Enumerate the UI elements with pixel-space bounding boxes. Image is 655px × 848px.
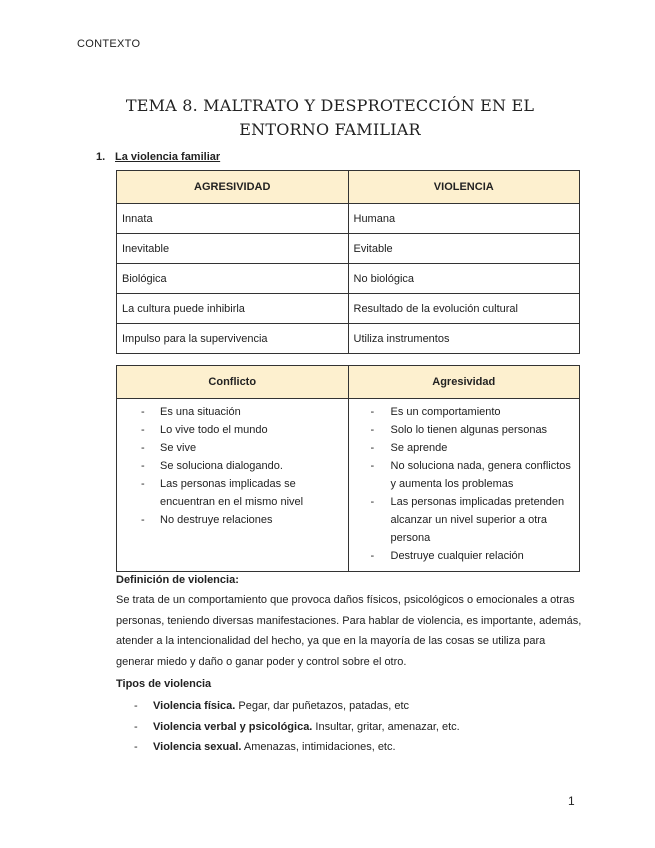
- list-item: - Se aprende: [357, 439, 572, 457]
- page-title: TEMA 8. MALTRATO Y DESPROTECCIÓN EN EL ENTORNO FAMILIAR: [125, 96, 535, 139]
- conflicto-agresividad-table: [116, 365, 580, 572]
- list-item: [116, 737, 586, 758]
- tipo-label: Violencia física.: [153, 700, 236, 712]
- table-cell: Innata: [117, 204, 349, 234]
- list-item: [116, 696, 586, 717]
- list-item: - No destruye relaciones: [125, 511, 340, 529]
- agresividad-cell: [348, 399, 580, 572]
- table-header-cell: Conflicto: [117, 366, 349, 399]
- section-number: 1.: [96, 151, 106, 163]
- table-header-row: [117, 171, 580, 204]
- table-row: [117, 324, 580, 354]
- table-header-cell: VIOLENCIA: [348, 171, 580, 204]
- table-header-cell: AGRESIVIDAD: [117, 171, 349, 204]
- section-heading: [96, 151, 220, 163]
- list-item: - Es una situación: [125, 403, 340, 421]
- definicion-section: [116, 572, 586, 673]
- tipo-label: Violencia sexual.: [153, 741, 242, 754]
- table-cell: Utiliza instrumentos: [348, 324, 580, 354]
- list-item: - Lo vive todo el mundo: [125, 421, 340, 439]
- conflicto-list: [125, 403, 340, 529]
- table-header-cell: Agresividad: [348, 366, 580, 399]
- tipo-text: Insultar, gritar, amenazar, etc.: [312, 720, 460, 733]
- table-row: [117, 399, 580, 572]
- tipos-heading: Tipos de violencia: [116, 678, 212, 690]
- conflicto-cell: [117, 399, 349, 572]
- running-header: CONTEXTO: [77, 38, 141, 50]
- table-cell: La cultura puede inhibirla: [117, 294, 349, 324]
- list-item: - Es un comportamiento: [357, 403, 572, 421]
- section-label: La violencia familiar: [115, 151, 221, 163]
- agresividad-violencia-table: [116, 170, 580, 354]
- tipos-list: [116, 696, 586, 758]
- list-item: - Solo lo tienen algunas personas: [357, 421, 572, 439]
- table-row: [117, 204, 580, 234]
- agresividad-list: [357, 403, 572, 565]
- list-item: - Se vive: [125, 439, 340, 457]
- tipo-label: Violencia verbal y psicológica.: [153, 720, 313, 733]
- table-cell: Humana: [348, 204, 580, 234]
- tipo-text: Amenazas, intimidaciones, etc.: [241, 741, 396, 754]
- table-header-row: [117, 366, 580, 399]
- table-cell: Inevitable: [117, 234, 349, 264]
- list-item: - Destruye cualquier relación: [357, 547, 572, 565]
- table-row: [117, 294, 580, 324]
- table-row: [117, 234, 580, 264]
- table-cell: Resultado de la evolución cultural: [348, 294, 580, 324]
- list-item: - No soluciona nada, genera conflictos y aumenta los problemas: [357, 457, 572, 493]
- tipos-section: [116, 676, 586, 758]
- table-cell: Biológica: [117, 264, 349, 294]
- tipo-text: Pegar, dar puñetazos, patadas, etc: [235, 700, 410, 712]
- table-row: [117, 264, 580, 294]
- list-item: [116, 717, 586, 738]
- definicion-text: Se trata de un comportamiento que provoca daños físicos, psicológicos o emocionales a otras personas, teniendo diversas manifestaciones. Para hablar de violencia, es importante, además, atender a la intencionalidad del hecho, ya que en la mayoría de las cosas se utiliza para generar miedo y daño o ganar poder y control sobre el otro.: [116, 594, 582, 669]
- list-item: - Las personas implicadas se encuentran en el mismo nivel: [125, 475, 340, 511]
- definicion-heading: Definición de violencia:: [116, 574, 239, 586]
- table-cell: Evitable: [348, 234, 580, 264]
- page-number: 1: [568, 794, 575, 808]
- list-item: - Las personas implicadas pretenden alcanzar un nivel superior a otra persona: [357, 493, 572, 547]
- table-cell: Impulso para la supervivencia: [117, 324, 349, 354]
- table-cell: No biológica: [348, 264, 580, 294]
- list-item: - Se soluciona dialogando.: [125, 457, 340, 475]
